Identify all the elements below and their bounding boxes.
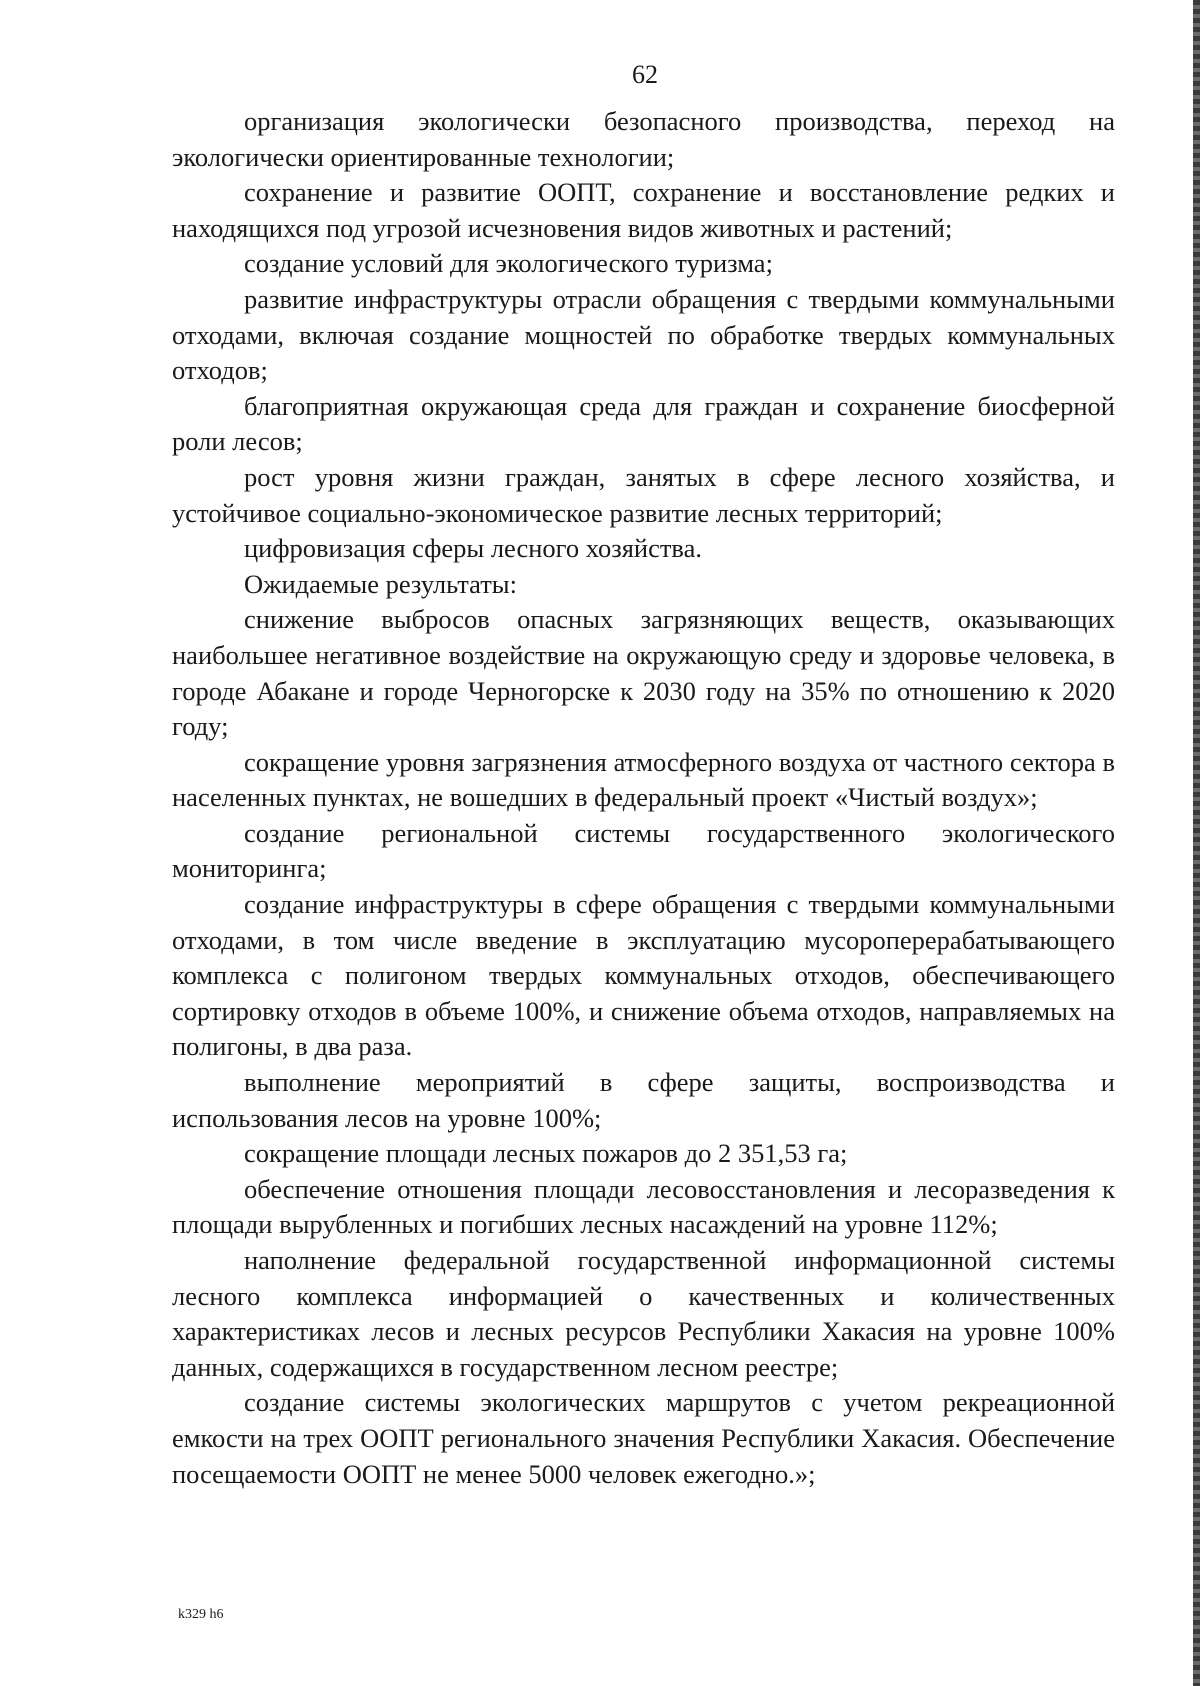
footer-document-code: k329 h6 (178, 1607, 224, 1622)
paragraph: цифровизация сферы лесного хозяйства. (244, 533, 702, 564)
page-number: 62 (632, 60, 658, 89)
paragraph: развитие инфраструктуры отрасли обращения с твердыми коммунальными отходами, включая создание мощностей по обработке твердых коммунальных отходов; (172, 283, 1115, 386)
paragraph: сокращение уровня загрязнения атмосферного воздуха от частного сектора в населенных пунктах, не вошедших в федеральный проект «Чистый воздух»; (172, 746, 1115, 813)
paragraph: сокращение площади лесных пожаров до 2 351,53 га; (244, 1138, 848, 1169)
paragraph: благоприятная окружающая среда для граждан и сохранение биосферной роли лесов; (172, 390, 1115, 457)
paragraph: снижение выбросов опасных загрязняющих веществ, оказывающих наибольшее негативное воздействие на окружающую среду и здоровье человека, в городе Абакане и городе Черногорске к 2030 году на 35% по отношению к 2020 году; (172, 604, 1115, 742)
paragraph: обеспечение отношения площади лесовосстановления и лесоразведения к площади вырубленных и погибших лесных насаждений на уровне 112%; (172, 1173, 1115, 1240)
paragraph: рост уровня жизни граждан, занятых в сфере лесного хозяйства, и устойчивое социально-экономическое развитие лесных территорий; (172, 461, 1115, 528)
paragraph: создание инфраструктуры в сфере обращения с твердыми коммунальными отходами, в том числе введение в эксплуатацию мусороперерабатывающего комплекса с полигоном твердых коммунальных отходов, обеспечивающего сортировку отходов в объеме 100%, и снижение объема отходов, направляемых на полигоны, в два раза. (172, 889, 1115, 1062)
paragraph: создание условий для экологического туризма; (244, 248, 773, 279)
paragraph: выполнение мероприятий в сфере защиты, воспроизводства и использования лесов на уровне 100%; (172, 1067, 1115, 1133)
paragraph: Ожидаемые результаты: (244, 568, 517, 599)
paragraph: создание региональной системы государственного экологического мониторинга; (172, 817, 1115, 884)
paragraph: наполнение федеральной государственной информационной системы лесного комплекса информацией о качественных и количественных характеристиках лесов и лесных ресурсов Республики Хакасия на уровне 100% данных, содержащихся в государственном лесном реестре; (172, 1245, 1115, 1382)
scan-edge (1193, 0, 1200, 1686)
document-body (172, 104, 1115, 1492)
paragraph: создание системы экологических маршрутов с учетом рекреационной емкости на трех ООПТ регионального значения Республики Хакасия. Обеспечение посещаемости ООПТ не менее 5000 человек ежегодно.»; (172, 1387, 1115, 1489)
paragraph: сохранение и развитие ООПТ, сохранение и восстановление редких и находящихся под угрозой исчезновения видов животных и растений; (172, 177, 1115, 243)
paragraph: организация экологически безопасного производства, переход на экологически ориентированные технологии; (172, 106, 1115, 172)
